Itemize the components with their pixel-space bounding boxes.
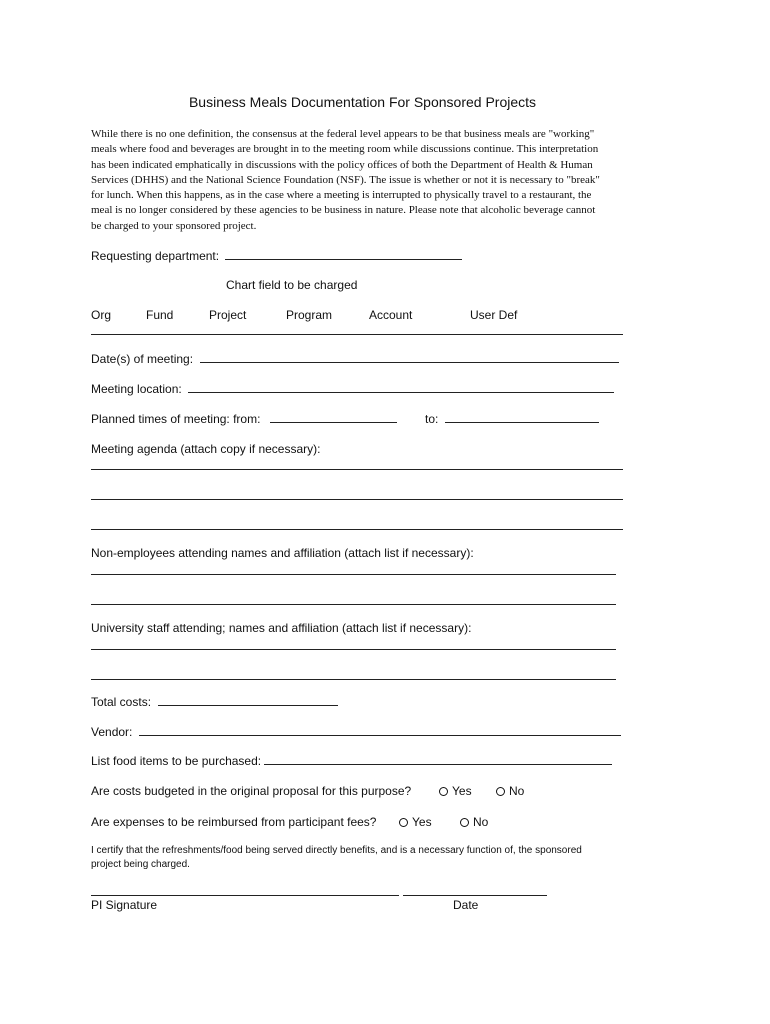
budgeted-yes-option[interactable] [439, 784, 472, 798]
certification-text [91, 844, 582, 872]
no-label: No [473, 815, 489, 829]
page-title: Business Meals Documentation For Sponsored Projects [188, 94, 537, 110]
planned-times-label: Planned times of meeting: from: [91, 412, 261, 426]
total-costs-field[interactable] [158, 695, 338, 706]
requesting-department-label: Requesting department: [91, 249, 220, 263]
requesting-department-row [91, 249, 462, 263]
date-label: Date [453, 898, 479, 912]
reimbursed-no-option[interactable] [460, 815, 488, 829]
chart-field-account-label: Account [369, 308, 413, 322]
dates-row [91, 352, 619, 366]
agenda-label: Meeting agenda (attach copy if necessary): [91, 442, 321, 456]
food-items-row [91, 754, 612, 768]
certification-line: project being charged. [91, 859, 190, 870]
yes-label: Yes [412, 815, 432, 829]
agenda-line[interactable] [91, 499, 623, 500]
chart-field-heading: Chart field to be charged [226, 278, 358, 292]
vendor-row [91, 725, 621, 739]
radio-icon[interactable] [399, 818, 408, 827]
to-label: to: [425, 412, 439, 426]
non-employees-line[interactable] [91, 574, 616, 575]
time-to-row [425, 412, 599, 426]
reimbursed-question: Are expenses to be reimbursed from participant fees? [91, 815, 377, 829]
dates-field[interactable] [200, 352, 619, 363]
chart-field-project-label: Project [209, 308, 247, 322]
agenda-line[interactable] [91, 469, 623, 470]
vendor-field[interactable] [139, 725, 621, 736]
time-from-field[interactable] [270, 412, 397, 423]
intro-paragraph [91, 127, 691, 234]
yes-label: Yes [452, 784, 472, 798]
radio-icon[interactable] [496, 787, 505, 796]
intro-line: Services (DHHS) and the National Science Foundation (NSF). The issue is whether or not it is necessary to "break" [91, 173, 600, 186]
chart-field-program-label: Program [286, 308, 333, 322]
agenda-line[interactable] [91, 529, 623, 530]
certification-line: I certify that the refreshments/food being served directly benefits, and is a necessary function of, the sponsored [91, 845, 582, 856]
vendor-label: Vendor: [91, 725, 133, 739]
pi-signature-line[interactable] [91, 895, 399, 896]
staff-line[interactable] [91, 649, 616, 650]
non-employees-label: Non-employees attending names and affiliation (attach list if necessary): [91, 546, 474, 560]
chart-field-org-label: Org [91, 308, 112, 322]
radio-icon[interactable] [439, 787, 448, 796]
intro-line: be charged to your sponsored project. [91, 219, 257, 232]
dates-label: Date(s) of meeting: [91, 352, 194, 366]
location-row [91, 382, 614, 396]
time-to-field[interactable] [445, 412, 599, 423]
chart-field-entry-line[interactable] [91, 334, 623, 335]
intro-line: for lunch. When this happens, as in the case where a meeting is interrupted to physically travel to a restaurant, the [91, 189, 592, 202]
budgeted-question: Are costs budgeted in the original proposal for this purpose? [91, 784, 412, 798]
total-costs-row [91, 695, 338, 709]
intro-line: has been indicated emphatically in discussions with the policy offices of both the Department of Health & Human [91, 158, 593, 171]
staff-line[interactable] [91, 679, 616, 680]
non-employees-line[interactable] [91, 604, 616, 605]
no-label: No [509, 784, 525, 798]
chart-field-fund-label: Fund [146, 308, 174, 322]
food-items-label: List food items to be purchased: [91, 754, 262, 768]
total-costs-label: Total costs: [91, 695, 152, 709]
intro-line: While there is no one definition, the consensus at the federal level appears to be that business meals are "working" [91, 128, 595, 140]
reimbursed-yes-option[interactable] [399, 815, 432, 829]
intro-line: meals where food and beverages are brought in to the meeting room while discussions continue. This interpretation [91, 143, 599, 156]
requesting-department-field[interactable] [225, 249, 462, 260]
pi-signature-label: PI Signature [91, 898, 158, 912]
budgeted-no-option[interactable] [496, 784, 524, 798]
staff-label: University staff attending; names and affiliation (attach list if necessary): [91, 621, 472, 635]
radio-icon[interactable] [460, 818, 469, 827]
intro-line: meal is no longer considered by these agencies to be business in nature. Please note that alcoholic beverage cannot [91, 204, 596, 217]
date-line[interactable] [403, 895, 547, 896]
food-items-field[interactable] [264, 754, 612, 765]
planned-times-row [91, 412, 397, 426]
location-label: Meeting location: [91, 382, 182, 396]
chart-field-userdef-label: User Def [470, 308, 518, 322]
location-field[interactable] [188, 382, 614, 393]
